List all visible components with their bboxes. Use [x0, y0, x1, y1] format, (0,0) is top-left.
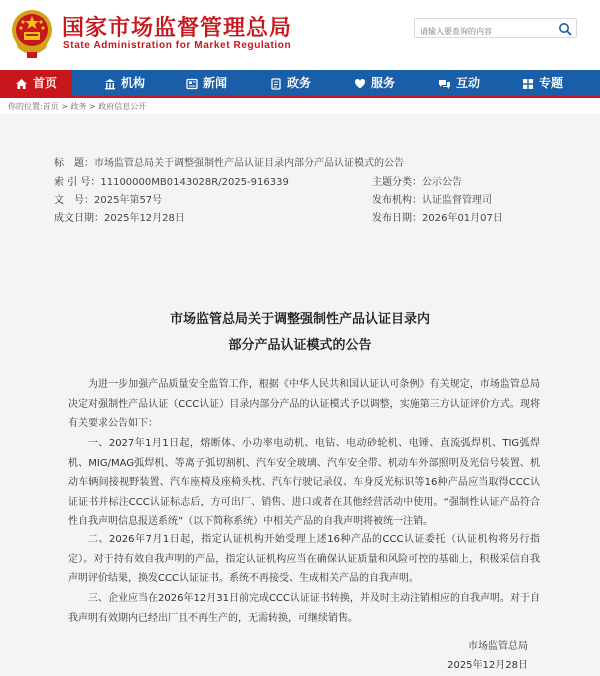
search-icon[interactable] — [558, 22, 572, 36]
nav-item-home[interactable] — [0, 70, 72, 96]
document-title-line-2: 部分产品认证模式的公告 — [228, 338, 372, 353]
service-icon — [354, 78, 366, 90]
meta-issuer — [372, 191, 492, 206]
meta-issuer-value: 认证监督管理司 — [422, 195, 492, 206]
news-icon — [186, 78, 198, 90]
meta-docno — [54, 191, 162, 206]
meta-created-label: 成文日期： — [54, 213, 104, 224]
breadcrumb-prefix: 你的位置: — [8, 102, 43, 111]
breadcrumb-separator: > — [58, 102, 71, 111]
breadcrumb — [8, 101, 146, 112]
meta-docno-value: 2025年第57号 — [94, 195, 163, 206]
search-input[interactable] — [415, 23, 560, 41]
meta-index-label: 索 引 号： — [54, 177, 101, 188]
meta-published-value: 2026年01月07日 — [422, 213, 503, 224]
breadcrumb-separator: > — [86, 102, 99, 111]
meta-published-label: 发布日期： — [372, 213, 422, 224]
nav-label-home: 首页 — [32, 76, 57, 90]
meta-title-value: 市场监管总局关于调整强制性产品认证目录内部分产品认证模式的公告 — [94, 158, 404, 169]
meta-topic — [372, 173, 462, 188]
nav-item-institution[interactable] — [104, 70, 145, 96]
site-name-cn[interactable]: 国家市场监督管理总局 — [62, 16, 293, 41]
meta-index — [54, 173, 289, 188]
meta-issuer-label: 发布机构： — [372, 195, 422, 206]
nav-item-service[interactable] — [354, 70, 395, 96]
institution-icon — [104, 78, 116, 90]
search-box — [414, 18, 577, 38]
signature-date: 2025年12月28日 — [447, 660, 528, 671]
meta-index-value: 11100000MB0143028R/2025-916339 — [100, 177, 289, 188]
meta-topic-value: 公示公告 — [422, 177, 462, 188]
nav-label-news: 新闻 — [203, 76, 228, 90]
meta-created — [54, 209, 185, 224]
document-paragraph-2: 二、2026年7月1日起，指定认证机构开始受理上述16种产品的CCC认证委托（认证机构将另行指定）。对于持有效自我声明的产品，指定认证机构应当在确保认证质量和风险可控的基础上，积极采信自我声明评价结果，换发CCC认证证书。系统不再接受、生成相关产品的自我声明。 — [68, 534, 540, 584]
meta-title — [54, 154, 404, 169]
nav-label-interaction: 互动 — [456, 76, 481, 90]
document-paragraph-3: 三、企业应当在2026年12月31日前完成CCC认证证书转换，并及时主动注销相应的自我声明。对于自我声明有效期内已经出厂且不再生产的，无需转换，可继续销售。 — [68, 593, 540, 624]
document-paragraph-1: 一、2027年1月1日起，熔断体、小功率电动机、电钻、电动砂轮机、电锤、直流弧焊机、TIG弧焊机、MIG/MAG弧焊机、等离子弧切割机、汽车安全玻璃、汽车安全带、机动车外部照明及光信号装置、机动车辆间接视野装置、汽车座椅及座椅头枕、汽车行驶记录仪、车身反光标识等16种产品应当取得CCC认证证书并标注CCC认证标志后，方可出厂、销售、进口或者在其他经营活动中使用。“强制性认证产品符合性自我声明信息报送系统”（以下简称系统）中相关产品的自我声明将被统一注销。 — [68, 438, 540, 527]
meta-title-label: 标 题： — [54, 158, 94, 169]
affairs-icon — [270, 78, 282, 90]
meta-published — [372, 209, 503, 224]
breadcrumb-link-affairs[interactable]: 政务 — [70, 102, 87, 111]
nav-label-topic: 专题 — [539, 76, 564, 90]
signature-organization: 市场监管总局 — [468, 641, 528, 652]
nav-label-institution: 机构 — [121, 76, 146, 90]
nav-item-interaction[interactable] — [438, 70, 480, 96]
meta-created-value: 2025年12月28日 — [104, 213, 185, 224]
nav-item-topic[interactable] — [522, 70, 563, 96]
site-name-en: State Administration for Market Regulation — [63, 40, 292, 51]
meta-docno-label: 文 号： — [54, 195, 94, 206]
breadcrumb-link-disclosure[interactable]: 政府信息公开 — [98, 102, 147, 111]
breadcrumb-link-home[interactable]: 首页 — [42, 102, 59, 111]
nav-item-news[interactable] — [186, 70, 227, 96]
document-title-line-1: 市场监管总局关于调整强制性产品认证目录内 — [169, 312, 430, 327]
site-header — [0, 0, 600, 68]
meta-topic-label: 主题分类： — [372, 177, 422, 188]
document-paragraph-intro: 为进一步加强产品质量安全监管工作，根据《中华人民共和国认证认可条例》有关规定，市场监管总局决定对强制性产品认证（CCC认证）目录内部分产品的认证模式予以调整，实施第三方认证评价方式。现将有关要求公告如下： — [68, 379, 540, 429]
national-emblem-icon[interactable] — [10, 8, 54, 60]
home-icon — [15, 78, 28, 90]
main-nav — [0, 70, 600, 98]
nav-label-affairs: 政务 — [287, 76, 312, 90]
nav-item-affairs[interactable] — [270, 70, 311, 96]
interaction-icon — [438, 78, 451, 90]
topic-icon — [522, 78, 534, 90]
nav-label-service: 服务 — [371, 76, 396, 90]
